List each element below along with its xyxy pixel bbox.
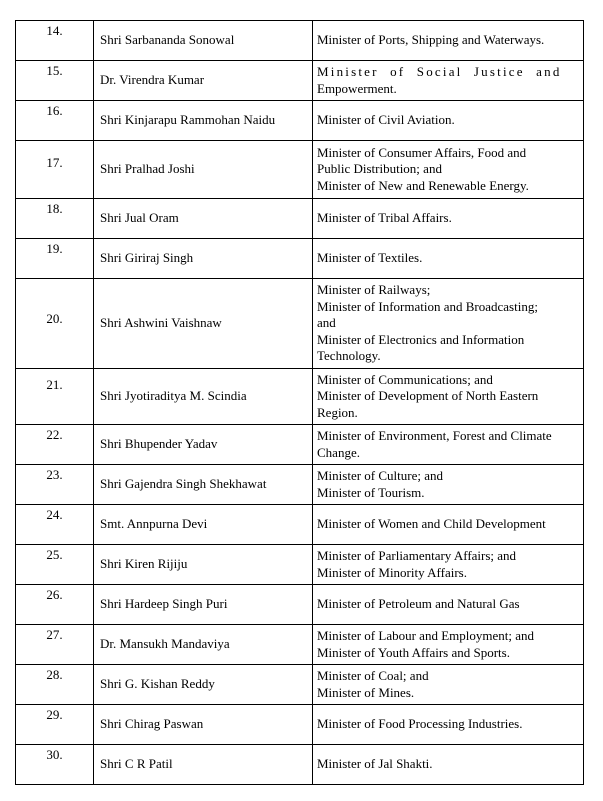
minister-name: Shri Bhupender Yadav <box>94 425 313 465</box>
serial-number: 21. <box>16 369 94 425</box>
minister-name: Dr. Mansukh Mandaviya <box>94 625 313 665</box>
serial-number: 17. <box>16 141 94 199</box>
portfolio <box>313 61 584 101</box>
portfolio-line: Minister of Electronics and Information <box>317 331 525 347</box>
minister-name: Shri Sarbananda Sonowal <box>94 21 313 61</box>
portfolio-line: Region. <box>317 404 358 420</box>
minister-name: Shri Pralhad Joshi <box>94 141 313 199</box>
serial-number: 14. <box>16 21 94 61</box>
portfolio-line: Change. <box>317 444 360 460</box>
portfolio-line: Minister of Women and Child Development <box>317 516 546 532</box>
table-row <box>16 465 584 505</box>
portfolio <box>313 745 584 785</box>
portfolio-line: Public Distribution; and <box>317 161 442 177</box>
minister-name: Shri Chirag Paswan <box>94 705 313 745</box>
minister-name: Shri Jual Oram <box>94 199 313 239</box>
portfolio <box>313 425 584 465</box>
portfolio-line: Minister of Consumer Affairs, Food and <box>317 144 527 160</box>
portfolio-line: Minister of New and Renewable Energy. <box>317 177 529 193</box>
portfolio-line: Minister of Culture; and <box>317 468 444 483</box>
portfolio-line: Minister of Textiles. <box>317 250 423 266</box>
table-row <box>16 625 584 665</box>
minister-name: Shri Hardeep Singh Puri <box>94 585 313 625</box>
portfolio <box>313 665 584 705</box>
portfolio <box>313 625 584 665</box>
portfolio-line: Minister of Petroleum and Natural Gas <box>317 596 520 612</box>
portfolio-line: Minister of Parliamentary Affairs; and <box>317 548 517 563</box>
portfolio <box>313 199 584 239</box>
portfolio-line: Empowerment. <box>317 80 397 96</box>
serial-number: 25. <box>16 545 94 585</box>
table-row <box>16 705 584 745</box>
portfolio <box>313 705 584 745</box>
table-row <box>16 101 584 141</box>
table-row <box>16 665 584 705</box>
portfolio-line: Minister of Development of North Eastern <box>317 388 539 404</box>
table-row <box>16 199 584 239</box>
table-row <box>16 279 584 369</box>
portfolio-line: Minister of Minority Affairs. <box>317 564 467 580</box>
ministers-table-body <box>16 21 584 785</box>
portfolio-line: Minister of Tourism. <box>317 484 425 500</box>
portfolio-line: Minister of Coal; and <box>317 668 429 683</box>
table-row <box>16 239 584 279</box>
portfolio-line: Minister of Communications; and <box>317 371 493 387</box>
portfolio-line: Minister of Tribal Affairs. <box>317 210 452 226</box>
portfolio-line: Minister of Social Justice and <box>317 64 562 79</box>
minister-name: Shri G. Kishan Reddy <box>94 665 313 705</box>
portfolio-line: Minister of Jal Shakti. <box>317 756 433 772</box>
serial-number: 22. <box>16 425 94 465</box>
portfolio-line: Minister of Civil Aviation. <box>317 112 455 128</box>
minister-name: Shri Gajendra Singh Shekhawat <box>94 465 313 505</box>
minister-name: Dr. Virendra Kumar <box>94 61 313 101</box>
portfolio-line: Minister of Mines. <box>317 684 415 700</box>
table-row <box>16 545 584 585</box>
serial-number: 24. <box>16 505 94 545</box>
ministers-table <box>15 20 584 785</box>
portfolio-line: Minister of Labour and Employment; and <box>317 628 534 643</box>
portfolio-line: Minister of Railways; <box>317 282 431 298</box>
table-row <box>16 141 584 199</box>
portfolio <box>313 545 584 585</box>
portfolio-line: Minister of Environment, Forest and Climate <box>317 428 552 443</box>
minister-name: Smt. Annpurna Devi <box>94 505 313 545</box>
portfolio <box>313 101 584 141</box>
table-row <box>16 61 584 101</box>
table-row <box>16 505 584 545</box>
table-row <box>16 745 584 785</box>
serial-number: 23. <box>16 465 94 505</box>
portfolio <box>313 239 584 279</box>
table-row <box>16 425 584 465</box>
table-row <box>16 585 584 625</box>
minister-name: Shri Kiren Rijiju <box>94 545 313 585</box>
table-row <box>16 369 584 425</box>
portfolio <box>313 279 584 369</box>
portfolio <box>313 141 584 199</box>
table-row <box>16 21 584 61</box>
serial-number: 30. <box>16 745 94 785</box>
portfolio-line: and <box>317 315 336 331</box>
minister-name: Shri Ashwini Vaishnaw <box>94 279 313 369</box>
serial-number: 20. <box>16 279 94 369</box>
portfolio <box>313 21 584 61</box>
serial-number: 19. <box>16 239 94 279</box>
portfolio-line: Minister of Youth Affairs and Sports. <box>317 644 510 660</box>
serial-number: 28. <box>16 665 94 705</box>
portfolio-line: Technology. <box>317 348 381 364</box>
portfolio-line: Minister of Ports, Shipping and Waterways. <box>317 32 545 48</box>
minister-name: Shri Kinjarapu Rammohan Naidu <box>94 101 313 141</box>
serial-number: 16. <box>16 101 94 141</box>
portfolio-line: Minister of Food Processing Industries. <box>317 716 523 732</box>
serial-number: 18. <box>16 199 94 239</box>
portfolio <box>313 465 584 505</box>
portfolio-line: Minister of Information and Broadcasting; <box>317 298 538 314</box>
minister-name: Shri C R Patil <box>94 745 313 785</box>
serial-number: 29. <box>16 705 94 745</box>
portfolio <box>313 505 584 545</box>
portfolio <box>313 369 584 425</box>
portfolio <box>313 585 584 625</box>
minister-name: Shri Jyotiraditya M. Scindia <box>94 369 313 425</box>
serial-number: 27. <box>16 625 94 665</box>
minister-name: Shri Giriraj Singh <box>94 239 313 279</box>
serial-number: 15. <box>16 61 94 101</box>
serial-number: 26. <box>16 585 94 625</box>
